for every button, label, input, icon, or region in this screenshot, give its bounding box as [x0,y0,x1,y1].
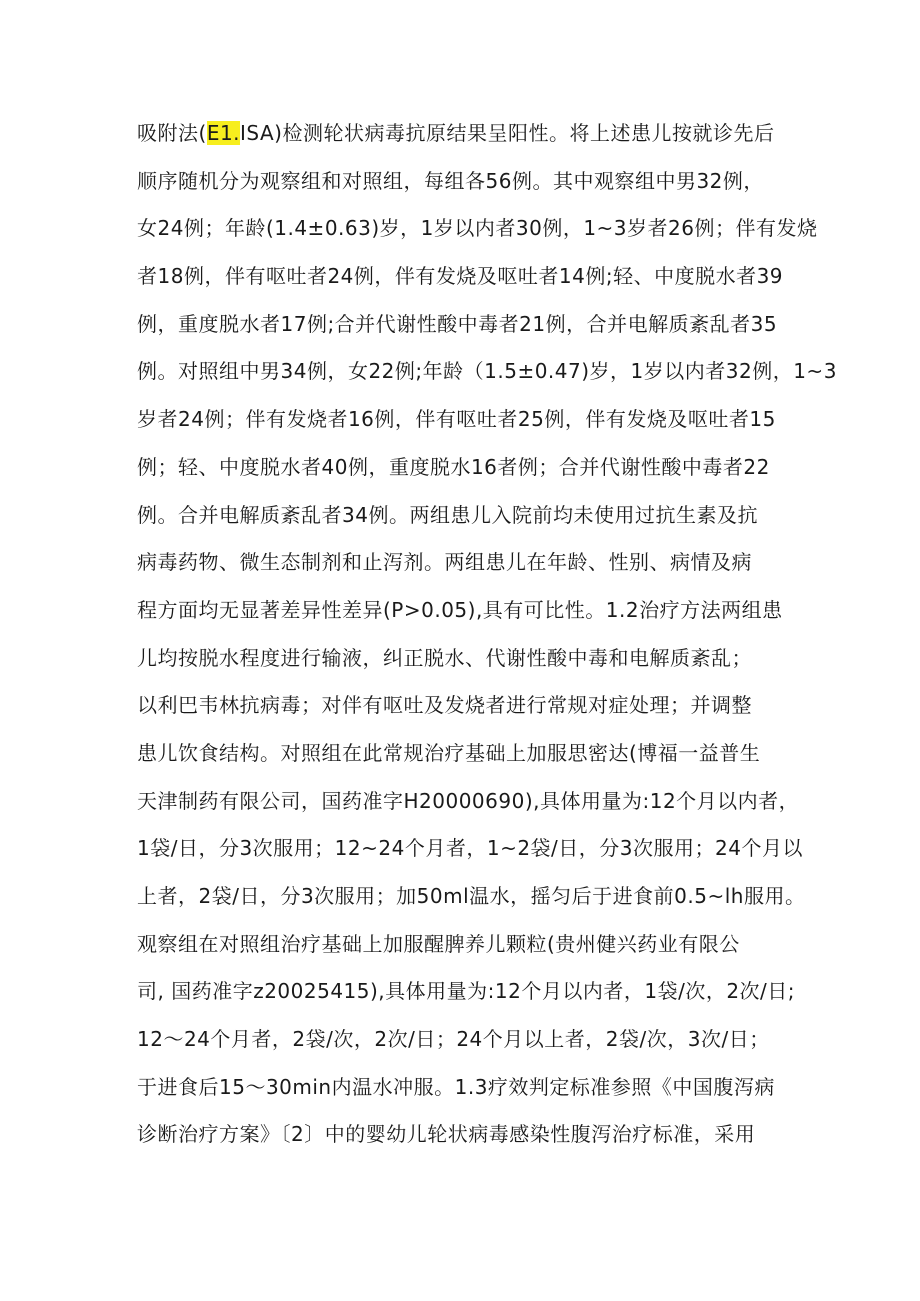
body-text [137,110,837,1159]
text-line: 以利巴韦林抗病毒；对伴有呕吐及发烧者进行常规对症处理；并调整 [137,693,752,718]
text-line: 女24例；年龄(1.4±0.63)岁，1岁以内者30例，1~3岁者26例；伴有发烧 [137,216,818,241]
text-line: 观察组在对照组治疗基础上加服醒脾养儿颗粒(贵州健兴药业有限公 [137,931,740,956]
text-line: 例；轻、中度脱水者40例，重度脱水16者例；合并代谢性酸中毒者22 [137,454,770,479]
text-line: 例。对照组中男34例，女22例;年龄（1.5±0.47)岁，1岁以内者32例，1~3 [137,359,837,384]
text-line: 于进食后15～30min内温水冲服。1.3疗效判定标准参照《中国腹泻病 [137,1074,775,1099]
highlighted-text: E1. [206,121,241,145]
text-line: 儿均按脱水程度进行输液，纠正脱水、代谢性酸中毒和电解质紊乱； [137,645,752,670]
text-line: 者18例，伴有呕吐者24例，伴有发烧及呕吐者14例;轻、中度脱水者39 [137,264,784,289]
text-line: 岁者24例；伴有发烧者16例，伴有呕吐者25例，伴有发烧及呕吐者15 [137,407,776,432]
text-line: 例。合并电解质紊乱者34例。两组患儿入院前均未使用过抗生素及抗 [137,502,758,527]
text-line: 顺序随机分为观察组和对照组，每组各56例。其中观察组中男32例， [137,168,764,193]
text-line: 12～24个月者，2袋/次，2次/日；24个月以上者，2袋/次，3次/日； [137,1027,770,1052]
text-line: 程方面均无显著差异性差异(P>0.05),具有可比性。1.2治疗方法两组患 [137,597,783,622]
text-line: 天津制药有限公司，国药准字H20000690),具体用量为:12个月以内者， [137,788,800,813]
text-line: 司, 国药准字z20025415),具体用量为:12个月以内者，1袋/次，2次/日; [137,979,796,1004]
text-line: 例，重度脱水者17例;合并代谢性酸中毒者21例，合并电解质紊乱者35 [137,311,778,336]
text-line: 病毒药物、微生态制剂和止泻剂。两组患儿在年龄、性别、病情及病 [137,550,752,575]
text-line: 诊断治疗方案》〔2〕中的婴幼儿轮状病毒感染性腹泻治疗标准，采用 [137,1122,756,1147]
text-line [137,110,807,158]
text-segment: 吸附法( [137,121,207,145]
text-line: 上者，2袋/日，分3次服用；加50ml温水，摇匀后于进食前0.5~lh服用。 [137,884,806,908]
text-line: 1袋/日，分3次服用；12~24个月者，1~2袋/日，分3次服用；24个月以 [137,836,803,861]
text-line: 患儿饮食结构。对照组在此常规治疗基础上加服思密达(博福一益普生 [137,740,761,765]
text-segment: ISA)检测轮状病毒抗原结果呈阳性。将上述患儿按就诊先后 [240,121,775,145]
